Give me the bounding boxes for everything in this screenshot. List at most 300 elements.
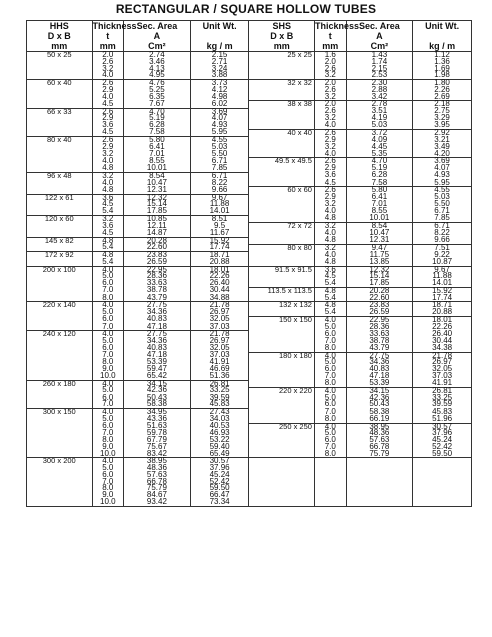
hhs-thickness-cell: 4.0 [92,380,124,387]
table-row [27,366,472,373]
hhs-weight-cell: 46.69 [190,366,249,373]
hhs-weight-cell: 20.88 [190,259,249,266]
hhs-weight-cell: 18.01 [190,266,249,273]
shs-area-cell: 12.32 [346,266,413,273]
hhs-area-cell: 53.39 [124,359,191,366]
shs-size-cell [249,108,315,115]
page-title: RECTANGULAR / SQUARE HOLLOW TUBES [115,2,377,16]
table-row [27,458,472,465]
header-row-units [27,41,472,52]
shs-area-cell: 26.59 [346,309,413,316]
hhs-area-cell: 8.54 [124,172,191,179]
table-row [27,472,472,479]
hhs-thickness-cell: 8.0 [92,359,124,366]
hhs-size-cell [27,87,93,94]
thickness-header-right: Thickness [314,21,359,31]
shs-weight-cell: 39.59 [413,401,472,408]
table-row [27,302,472,309]
hhs-area-cell: 23.83 [124,252,191,259]
hhs-thickness-cell: 5.4 [92,208,124,215]
shs-size-cell [249,144,315,151]
hhs-thickness-cell: 2.6 [92,108,124,115]
hhs-size-cell: 220 x 140 [27,302,93,309]
shs-thickness-cell: 5.0 [314,430,346,437]
table-row [27,151,472,158]
table-row [27,52,472,59]
shs-size-cell: 49.5 x 49.5 [249,158,315,165]
shs-size-cell [249,208,315,215]
hhs-weight-cell: 30.57 [190,458,249,465]
hhs-weight-cell: 21.78 [190,331,249,338]
hhs-area-cell: 51.63 [124,423,191,430]
hhs-weight-cell: 59.50 [190,485,249,492]
table-row [27,66,472,73]
shs-thickness-cell: 5.4 [314,295,346,302]
hhs-thickness-cell: 4.8 [92,187,124,194]
shs-size-cell [249,409,315,416]
table-row [27,387,472,394]
hhs-thickness-cell: 6.0 [92,395,124,402]
hhs-weight-cell: 4.93 [190,122,249,129]
shs-weight-cell: 4.93 [413,172,472,179]
table-row [27,492,472,499]
shs-area-cell: 33.63 [346,331,413,338]
hhs-area-cell: 14.87 [124,230,191,237]
hhs-size-cell [27,423,93,430]
shs-weight-cell: 15.92 [413,287,472,294]
hhs-weight-cell: 26.81 [190,380,249,387]
shs-area-cell: 5.80 [346,187,413,194]
hhs-area-cell: 67.79 [124,437,191,444]
hhs-area-cell: 27.75 [124,302,191,309]
hhs-thickness-cell: 4.5 [92,129,124,136]
shs-size-cell [249,172,315,179]
shs-area-cell: 20.28 [346,287,413,294]
shs-weight-cell: 5.03 [413,194,472,201]
hhs-size-cell [27,158,93,165]
hhs-weight-cell: 59.40 [190,444,249,451]
shs-weight-cell: 21.78 [413,352,472,359]
table-row [27,338,472,345]
hhs-area-cell: 75.67 [124,444,191,451]
shs-weight-cell: 9.67 [413,266,472,273]
table-row [27,194,472,201]
hhs-thickness-cell: 9.0 [92,444,124,451]
shs-thickness-cell: 5.4 [314,280,346,287]
table-row [27,252,472,259]
empty-cell [314,499,346,506]
shs-header: SHS [249,21,315,32]
hhs-weight-cell: 51.36 [190,373,249,380]
hhs-area-cell: 58.38 [124,401,191,408]
hhs-weight-cell: 30.44 [190,287,249,294]
table-row [27,165,472,172]
table-row [27,72,472,79]
hhs-area-cell: 5.25 [124,87,191,94]
hhs-thickness-cell: 3.2 [92,151,124,158]
empty-cell [346,492,413,499]
hhs-thickness-cell: 10.0 [92,373,124,380]
hhs-area-cell: 6.41 [124,144,191,151]
table-row [27,115,472,122]
empty-cell [346,458,413,465]
hhs-weight-cell: 32.05 [190,345,249,352]
hhs-thickness-cell: 6.0 [92,472,124,479]
hhs-weight-cell: 9.66 [190,187,249,194]
hhs-thickness-cell: 8.0 [92,295,124,302]
hhs-size-cell [27,492,93,499]
shs-weight-cell: 30.57 [413,423,472,430]
shs-size-cell [249,366,315,373]
shs-weight-cell: 10.87 [413,259,472,266]
shs-area-cell: 2.53 [346,72,413,79]
hhs-size-cell [27,437,93,444]
shs-thickness-cell: 3.2 [314,72,346,79]
table-row [27,80,472,87]
hhs-size-cell: 300 x 150 [27,409,93,416]
hhs-weight-cell: 21.78 [190,302,249,309]
hhs-thickness-cell: 3.2 [92,172,124,179]
table-row [27,172,472,179]
shs-area-cell: 34.36 [346,359,413,366]
shs-size-cell: 113.5 x 113.5 [249,287,315,294]
hhs-thickness-cell: 3.6 [92,194,124,201]
hhs-thickness-cell: 2.0 [92,52,124,59]
shs-thickness-cell: 7.0 [314,338,346,345]
hhs-size-cell: 200 x 100 [27,266,93,273]
table-row [27,101,472,108]
shs-weight-cell: 30.44 [413,338,472,345]
empty-cell [346,472,413,479]
weight-header-right: Unit Wt. [413,21,472,32]
hhs-size-cell [27,316,93,323]
hhs-size-cell [27,223,93,230]
empty-cell [314,485,346,492]
hhs-size-cell [27,115,93,122]
shs-thickness-cell: 6.0 [314,437,346,444]
hhs-area-cell: 66.78 [124,479,191,486]
shs-weight-cell: 3.49 [413,144,472,151]
shs-size-cell [249,115,315,122]
shs-weight-cell: 4.55 [413,187,472,194]
empty-cell [249,485,315,492]
thickness-header: Thickness [92,21,137,31]
hhs-thickness-cell: 5.0 [92,387,124,394]
shs-area-cell: 5.35 [346,151,413,158]
table-row [27,465,472,472]
hhs-weight-cell: 18.71 [190,252,249,259]
shs-size-cell: 250 x 250 [249,423,315,430]
hhs-area-cell: 27.75 [124,331,191,338]
hhs-size-cell [27,416,93,423]
shs-weight-cell: 26.40 [413,331,472,338]
shs-thickness-cell: 7.0 [314,444,346,451]
shs-size-cell: 91.5 x 91.5 [249,266,315,273]
hhs-thickness-cell: 4.0 [92,331,124,338]
shs-area-cell: 28.36 [346,324,413,331]
hhs-thickness-cell: 8.0 [92,485,124,492]
hhs-area-cell: 33.63 [124,280,191,287]
shs-thickness-cell: 2.6 [314,158,346,165]
table-row [27,430,472,437]
shs-area-cell: 7.58 [346,180,413,187]
hhs-weight-cell: 9.5 [190,223,249,230]
hhs-weight-cell: 34.03 [190,416,249,423]
hhs-weight-cell: 15.92 [190,237,249,244]
hhs-weight-cell: 8.51 [190,215,249,222]
hhs-thickness-cell: 3.6 [92,122,124,129]
hhs-weight-cell: 17.74 [190,244,249,251]
hhs-thickness-cell: 4.0 [92,266,124,273]
empty-cell [346,485,413,492]
hhs-thickness-cell: 6.0 [92,280,124,287]
shs-size-cell [249,201,315,208]
shs-thickness-cell: 6.0 [314,366,346,373]
hhs-weight-cell: 5.95 [190,129,249,136]
shs-weight-cell: 17.74 [413,295,472,302]
shs-thickness-cell: 4.5 [314,273,346,280]
shs-thickness-cell: 2.0 [314,59,346,66]
shs-weight-cell: 6.71 [413,223,472,230]
hhs-size-cell [27,485,93,492]
shs-weight-cell: 32.05 [413,366,472,373]
hhs-thickness-cell: 5.0 [92,309,124,316]
table-row [27,485,472,492]
shs-weight-cell: 8.22 [413,230,472,237]
shs-size-cell [249,165,315,172]
hhs-area-cell: 7.67 [124,101,191,108]
shs-area-cell: 4.19 [346,115,413,122]
hhs-area-cell: 42.36 [124,387,191,394]
shs-area-cell: 34.15 [346,387,413,394]
shs-weight-cell: 2.18 [413,101,472,108]
shs-area-cell: 10.01 [346,215,413,222]
shs-area-cell: 4.45 [346,144,413,151]
shs-weight-cell: 2.69 [413,94,472,101]
empty-cell [249,479,315,486]
hhs-thickness-cell: 4.0 [92,180,124,187]
hhs-area-cell: 59.47 [124,366,191,373]
hhs-area-cell: 2.74 [124,52,191,59]
hhs-thickness-cell: 7.0 [92,324,124,331]
shs-weight-cell: 5.95 [413,180,472,187]
shs-area-cell: 1.74 [346,59,413,66]
hhs-area-cell: 4.13 [124,66,191,73]
hhs-thickness-cell: 4.0 [92,158,124,165]
hhs-weight-cell: 3.24 [190,66,249,73]
hhs-area-cell: 38.78 [124,287,191,294]
hhs-size-cell [27,59,93,66]
hhs-size-cell [27,472,93,479]
table-row [27,208,472,215]
hhs-size-cell: 66 x 33 [27,108,93,115]
empty-cell [249,458,315,465]
shs-size-cell [249,324,315,331]
shs-thickness-cell: 2.6 [314,87,346,94]
shs-area-cell: 2.78 [346,101,413,108]
hhs-weight-cell: 11.88 [190,201,249,208]
hhs-thickness-cell: 4.5 [92,230,124,237]
shs-thickness-cell: 2.9 [314,194,346,201]
shs-thickness-cell: 5.0 [314,324,346,331]
shs-area-cell: 22.95 [346,316,413,323]
hhs-size-cell: 60 x 40 [27,80,93,87]
shs-size-cell: 80 x 80 [249,244,315,251]
table-row [27,280,472,287]
shs-size-cell: 40 x 40 [249,129,315,136]
weight-unit: kg / m [190,41,249,52]
hhs-thickness-cell: 3.2 [92,66,124,73]
hhs-weight-cell: 3.88 [190,72,249,79]
hhs-area-cell: 20.28 [124,237,191,244]
table-row [27,244,472,251]
hhs-size-cell: 122 x 61 [27,194,93,201]
hhs-area-cell: 34.36 [124,309,191,316]
shs-thickness-cell: 3.2 [314,201,346,208]
hhs-weight-cell: 73.34 [190,499,249,506]
hhs-thickness-cell: 4.0 [92,409,124,416]
shs-thickness-cell: 4.8 [314,215,346,222]
table-row [27,108,472,115]
hhs-weight-cell: 6.71 [190,158,249,165]
hhs-weight-cell: 33.25 [190,387,249,394]
shs-thickness-cell: 6.0 [314,331,346,338]
shs-weight-cell: 26.81 [413,387,472,394]
table-row [27,359,472,366]
hhs-thickness-cell: 7.0 [92,430,124,437]
hhs-area-cell: 84.67 [124,492,191,499]
empty-cell [413,492,472,499]
hhs-thickness-cell: 5.4 [92,259,124,266]
hhs-size-cell [27,122,93,129]
hhs-weight-cell: 2.15 [190,52,249,59]
shs-size-cell [249,338,315,345]
hhs-thickness-cell: 4.8 [92,237,124,244]
hhs-size-cell [27,366,93,373]
hhs-weight-cell: 45.24 [190,472,249,479]
empty-cell [314,465,346,472]
hhs-area-cell: 22.60 [124,244,191,251]
hhs-area-cell: 34.95 [124,409,191,416]
hollow-tubes-table [26,20,472,507]
hhs-area-cell: 4.70 [124,108,191,115]
weight-symbol-blank-right [413,31,472,41]
shs-size-cell: 25 x 25 [249,52,315,59]
shs-size-cell [249,194,315,201]
hhs-thickness-cell: 2.6 [92,59,124,66]
hhs-weight-cell: 40.53 [190,423,249,430]
shs-area-cell: 75.79 [346,451,413,458]
hhs-weight-cell: 66.47 [190,492,249,499]
shs-area-cell: 66.19 [346,416,413,423]
hhs-weight-cell: 26.97 [190,338,249,345]
hhs-thickness-cell: 5.0 [92,338,124,345]
shs-thickness-cell: 2.6 [314,187,346,194]
shs-area-cell: 66.78 [346,444,413,451]
hhs-thickness-cell: 4.0 [92,94,124,101]
shs-size-cell: 72 x 72 [249,223,315,230]
shs-size-cell [249,252,315,259]
hhs-area-cell: 6.28 [124,122,191,129]
hhs-area-cell: 12.11 [124,223,191,230]
hhs-weight-cell: 22.26 [190,273,249,280]
hhs-thickness-cell: 4.5 [92,201,124,208]
thickness-unit: mm [92,41,124,52]
area-symbol: A [124,31,191,41]
hhs-area-cell: 34.15 [124,380,191,387]
hhs-thickness-cell: 10.0 [92,499,124,506]
shs-weight-cell: 6.71 [413,208,472,215]
hhs-area-cell: 93.42 [124,499,191,506]
hhs-thickness-cell: 4.8 [92,165,124,172]
hhs-area-cell: 83.42 [124,451,191,458]
thickness-symbol-right: t [314,31,346,41]
shs-weight-cell: 59.50 [413,451,472,458]
empty-cell [413,472,472,479]
hhs-size-cell: 145 x 82 [27,237,93,244]
hhs-size-cell [27,479,93,486]
hhs-area-cell: 6.35 [124,94,191,101]
shs-area-cell: 10.47 [346,230,413,237]
shs-weight-cell: 45.83 [413,409,472,416]
hhs-thickness-cell: 2.6 [92,137,124,144]
shs-thickness-cell: 4.0 [314,151,346,158]
shs-weight-cell: 37.96 [413,430,472,437]
shs-weight-cell: 34.38 [413,345,472,352]
hhs-thickness-cell: 9.0 [92,366,124,373]
shs-area-cell: 47.18 [346,373,413,380]
shs-size-cell [249,395,315,402]
hhs-weight-cell: 5.03 [190,144,249,151]
empty-cell [346,499,413,506]
table-row [27,423,472,430]
shs-weight-cell: 7.85 [413,215,472,222]
hhs-weight-cell: 5.50 [190,151,249,158]
shs-area-cell: 42.36 [346,395,413,402]
shs-weight-cell: 1.36 [413,59,472,66]
shs-thickness-cell: 7.0 [314,409,346,416]
shs-area-cell: 43.79 [346,345,413,352]
hhs-thickness-cell: 5.0 [92,416,124,423]
shs-weight-cell: 3.29 [413,115,472,122]
hhs-weight-cell: 3.73 [190,80,249,87]
shs-area-cell: 2.88 [346,87,413,94]
hhs-thickness-cell: 7.0 [92,401,124,408]
shs-thickness-cell: 5.0 [314,395,346,402]
hhs-size-cell: 80 x 40 [27,137,93,144]
table-row [27,122,472,129]
table-row [27,144,472,151]
shs-thickness-cell: 3.6 [314,266,346,273]
hhs-weight-cell: 26.40 [190,280,249,287]
hhs-weight-cell: 26.97 [190,309,249,316]
shs-thickness-cell: 3.2 [314,94,346,101]
hhs-area-cell: 28.36 [124,273,191,280]
shs-thickness-cell: 4.0 [314,122,346,129]
hhs-weight-cell: 2.71 [190,59,249,66]
shs-thickness-cell: 3.2 [314,223,346,230]
table-row [27,180,472,187]
shs-weight-cell: 26.97 [413,359,472,366]
hhs-area-cell: 4.95 [124,72,191,79]
shs-area-cell: 3.42 [346,94,413,101]
table-row [27,223,472,230]
table-row [27,129,472,136]
hhs-unit: mm [27,41,93,52]
shs-thickness-cell: 4.0 [314,316,346,323]
hhs-area-cell: 43.36 [124,416,191,423]
hhs-dim-header: D x B [27,31,93,41]
